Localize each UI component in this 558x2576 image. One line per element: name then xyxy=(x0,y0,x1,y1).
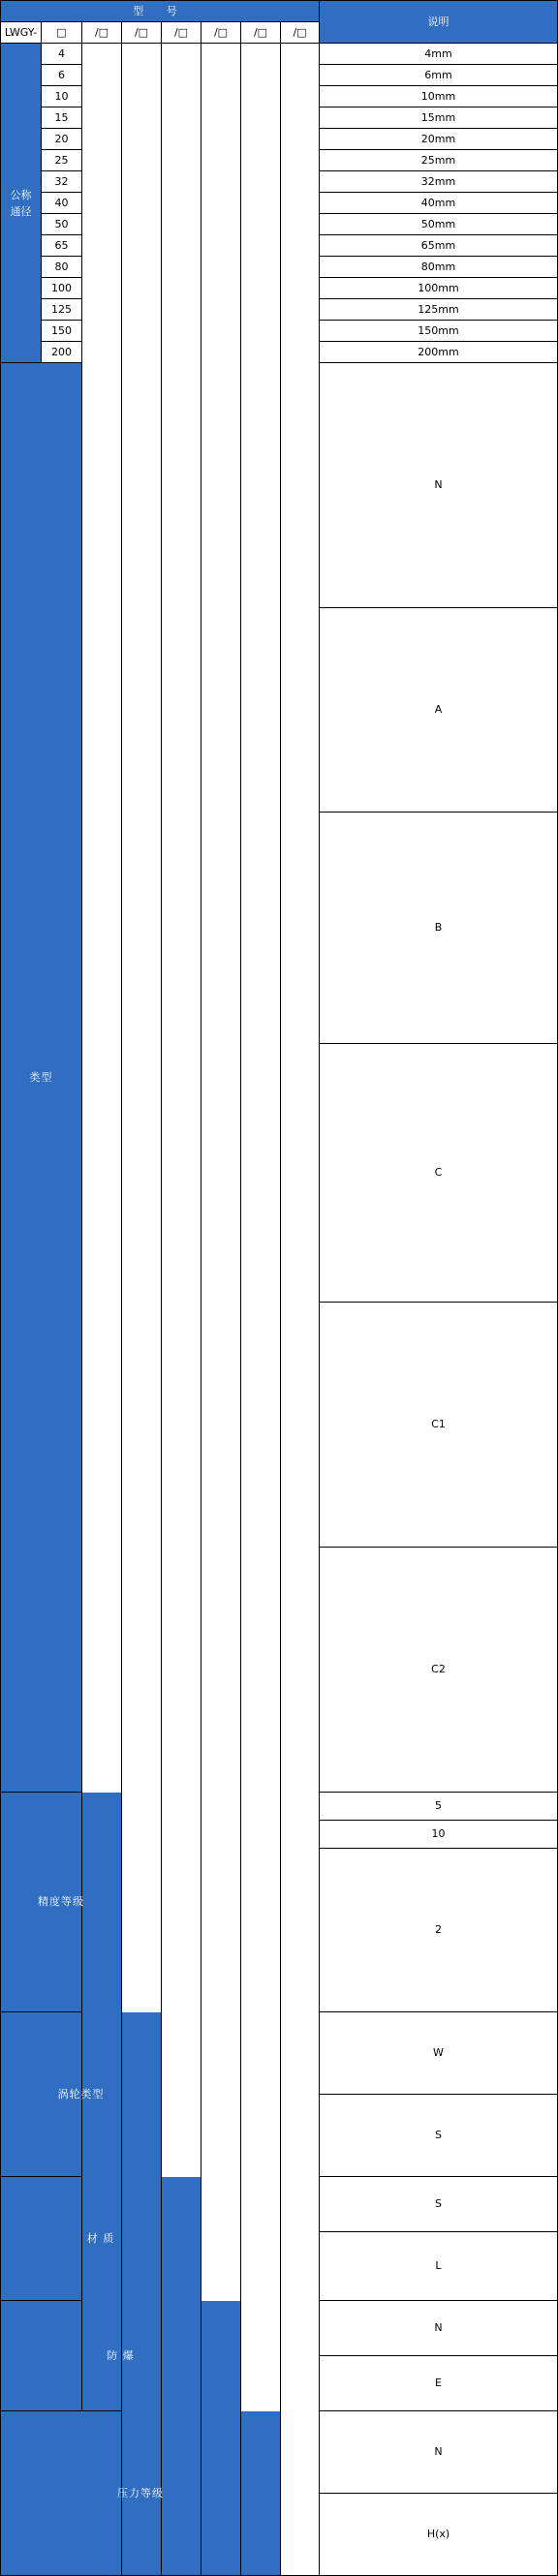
table-row xyxy=(1,2411,558,2494)
diameter-desc: 80mm xyxy=(320,257,558,278)
diameter-code: 100 xyxy=(42,278,82,299)
turbine-section-label: 涡轮类型 xyxy=(1,2012,162,2177)
diameter-desc: 150mm xyxy=(320,321,558,342)
diameter-desc: 20mm xyxy=(320,129,558,150)
accuracy-code: 10 xyxy=(320,1821,558,1849)
diameter-code: 32 xyxy=(42,171,82,193)
accuracy-code: 2 xyxy=(320,1849,558,2012)
diameter-code: 150 xyxy=(42,321,82,342)
code-slot: /□ xyxy=(281,22,320,44)
material-code: L xyxy=(320,2232,558,2301)
type-code: C xyxy=(320,1044,558,1303)
pressure-code: N xyxy=(320,2411,558,2494)
type-code: B xyxy=(320,813,558,1044)
code-slot: /□ xyxy=(202,22,241,44)
model-prefix: LWGY- xyxy=(1,22,42,44)
column-spacer xyxy=(281,44,320,2576)
diameter-code: 15 xyxy=(42,107,82,129)
table-row xyxy=(1,44,558,65)
diameter-desc: 32mm xyxy=(320,171,558,193)
pressure-section-label: 压力等级 xyxy=(1,2411,281,2576)
material-code: S xyxy=(320,2177,558,2232)
code-slot: □ xyxy=(42,22,82,44)
diameter-desc: 40mm xyxy=(320,193,558,214)
diameter-desc: 15mm xyxy=(320,107,558,129)
type-code: C1 xyxy=(320,1303,558,1548)
type-code: A xyxy=(320,608,558,813)
diameter-desc: 125mm xyxy=(320,299,558,321)
turbine-code: S xyxy=(320,2095,558,2177)
type-code: C2 xyxy=(320,1548,558,1793)
diameter-desc: 10mm xyxy=(320,86,558,107)
diameter-desc: 200mm xyxy=(320,342,558,363)
column-spacer xyxy=(241,44,281,2576)
diameter-section-label: 公称通径 xyxy=(1,44,42,363)
turbine-code: W xyxy=(320,2012,558,2095)
diameter-code: 25 xyxy=(42,150,82,171)
type-code: N xyxy=(320,363,558,608)
material-section-label: 材 质 xyxy=(1,2177,202,2301)
diameter-code: 125 xyxy=(42,299,82,321)
code-slot: /□ xyxy=(162,22,202,44)
diameter-desc: 50mm xyxy=(320,214,558,235)
diameter-desc: 25mm xyxy=(320,150,558,171)
diameter-desc: 4mm xyxy=(320,44,558,65)
diameter-desc: 100mm xyxy=(320,278,558,299)
code-slot: /□ xyxy=(122,22,162,44)
explosion-code: E xyxy=(320,2356,558,2411)
header-row xyxy=(1,1,558,22)
diameter-code: 80 xyxy=(42,257,82,278)
explosion-code: N xyxy=(320,2301,558,2356)
diameter-code: 200 xyxy=(42,342,82,363)
diameter-code: 50 xyxy=(42,214,82,235)
diameter-code: 4 xyxy=(42,44,82,65)
diameter-code: 40 xyxy=(42,193,82,214)
diameter-code: 65 xyxy=(42,235,82,257)
description-title: 说明 xyxy=(320,1,558,44)
type-section-label: 类型 xyxy=(1,363,82,1793)
diameter-code: 20 xyxy=(42,129,82,150)
accuracy-section-label: 精度等级 xyxy=(1,1793,122,2012)
accuracy-code: 5 xyxy=(320,1793,558,1821)
diameter-desc: 6mm xyxy=(320,65,558,86)
explosion-section-label: 防 爆 xyxy=(1,2301,241,2411)
diameter-code: 10 xyxy=(42,86,82,107)
diameter-desc: 65mm xyxy=(320,235,558,257)
code-slot: /□ xyxy=(82,22,122,44)
model-title: 型 号 xyxy=(1,1,320,22)
diameter-code: 6 xyxy=(42,65,82,86)
column-spacer xyxy=(202,44,241,2576)
pressure-code: H(x) xyxy=(320,2494,558,2576)
code-slot: /□ xyxy=(241,22,281,44)
